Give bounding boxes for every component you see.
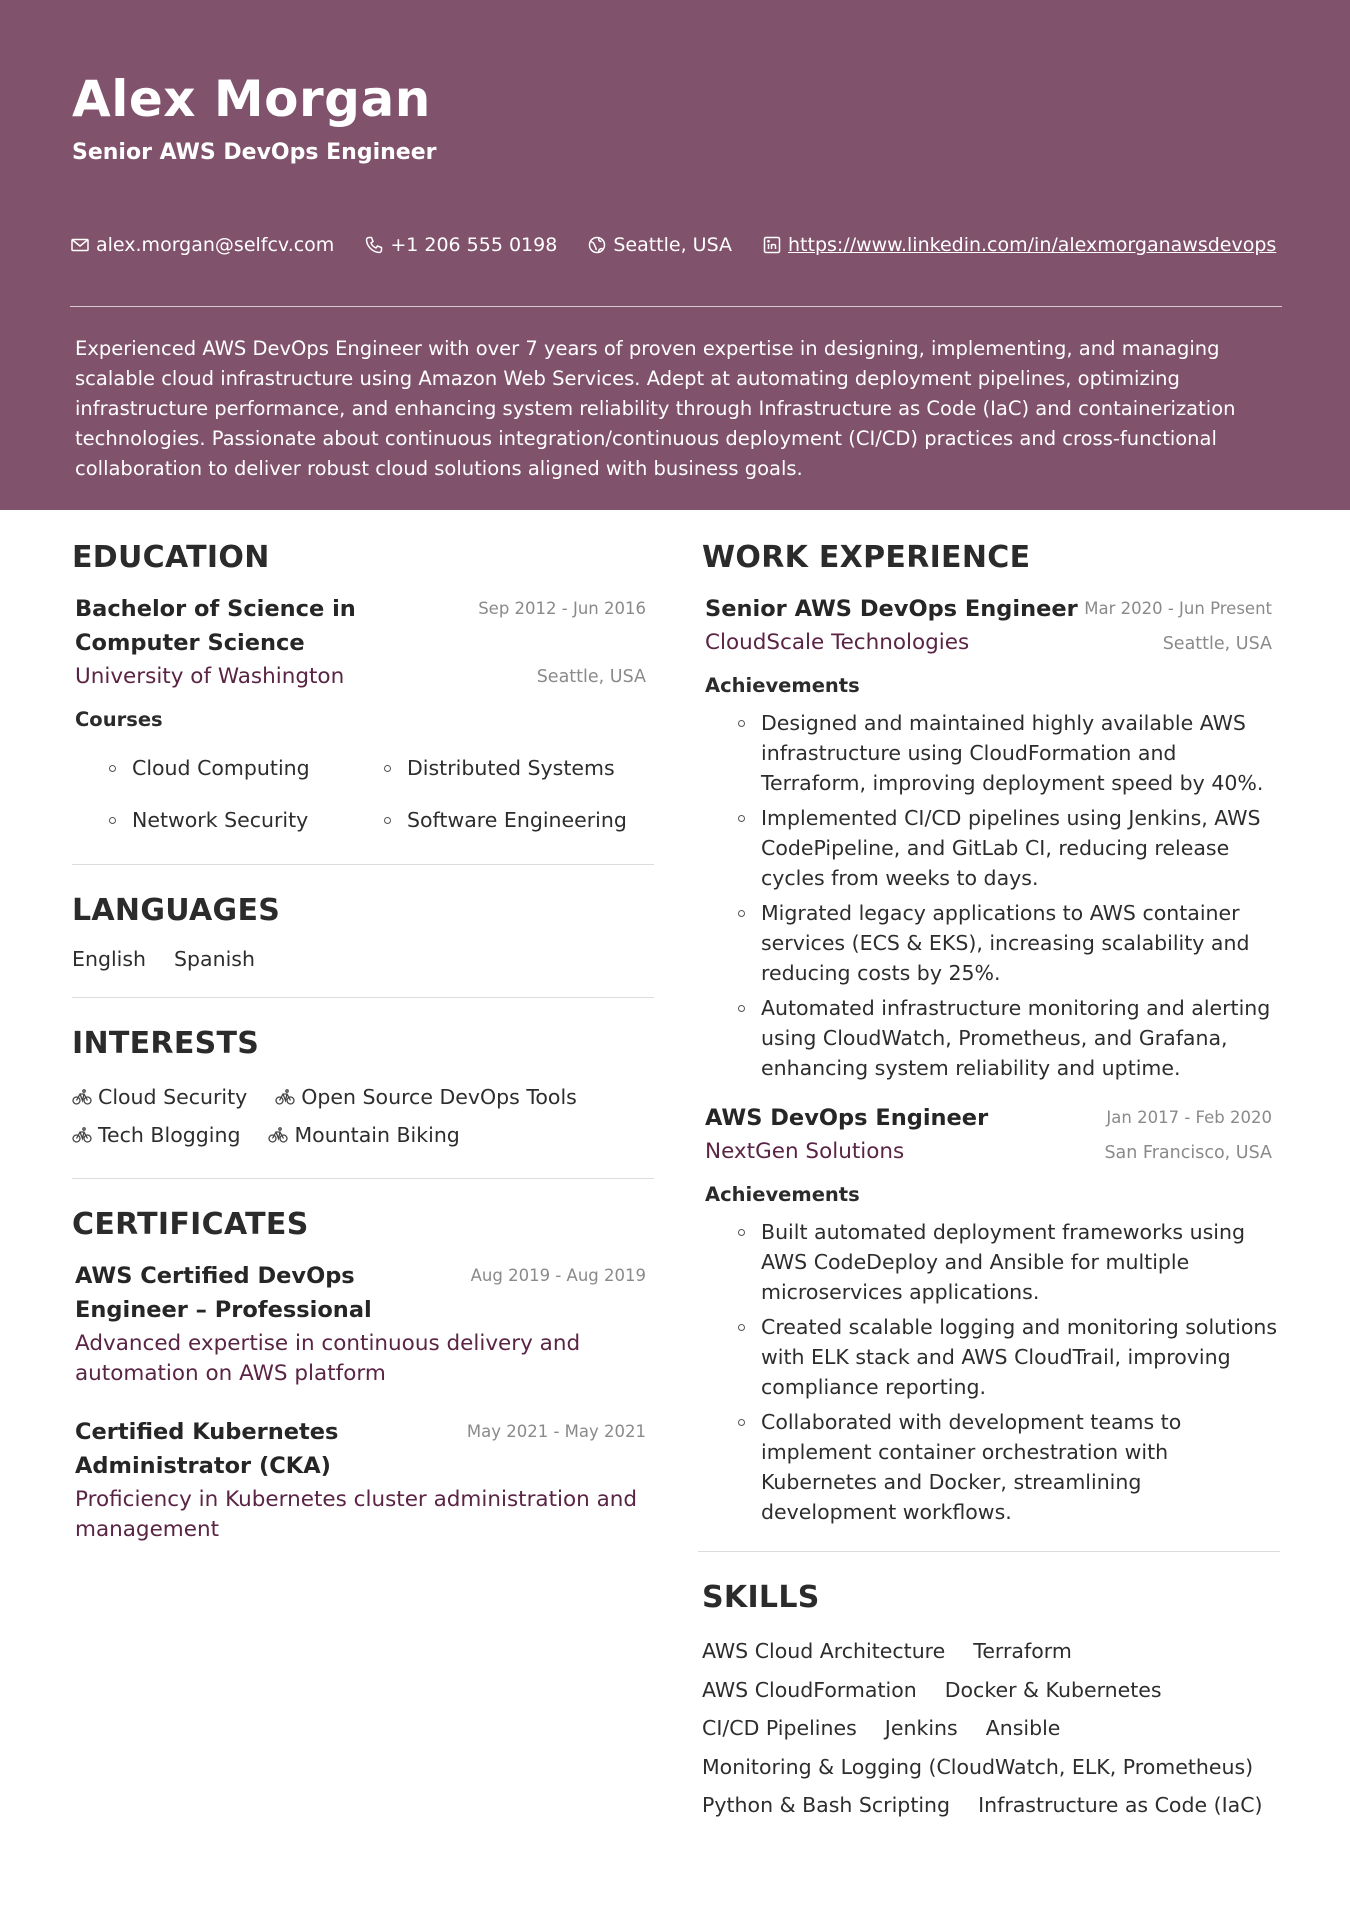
phone-text: +1 206 555 0198 xyxy=(390,234,558,256)
education-dates: Sep 2012 - Jun 2016 xyxy=(478,599,646,618)
job-title: Senior AWS DevOps Engineer xyxy=(705,596,1078,622)
achievement-item xyxy=(738,993,1280,1083)
achievements-label: Achievements xyxy=(705,674,860,697)
company-name: NextGen Solutions xyxy=(705,1139,905,1164)
section-divider xyxy=(698,1551,1280,1552)
contact-location xyxy=(587,234,732,256)
job-entry xyxy=(702,1101,1280,1527)
skills-section xyxy=(702,1580,1280,1825)
achievement-item xyxy=(738,708,1280,798)
location-text: Seattle, USA xyxy=(613,234,732,256)
certificate-title: Certified Kubernetes Administrator (CKA) xyxy=(75,1419,339,1479)
certificate-description: Proficiency in Kubernetes cluster administration and management xyxy=(75,1487,638,1542)
job-head xyxy=(702,1101,1280,1135)
school-location: Seattle, USA xyxy=(536,667,646,687)
course-label: Cloud Computing xyxy=(132,756,310,780)
skills-heading: SKILLS xyxy=(702,1580,820,1615)
interest-item xyxy=(72,1078,247,1116)
course-list xyxy=(72,742,654,846)
profile-summary: Experienced AWS DevOps Engineer with over 7 years of proven expertise in designing, implementing, and managing scalable cloud infrastructure using Amazon Web Services. Adept at automating deployment pipelines, optimizing infrastructure performance, and enhancing system reliability through Infrastructure as Code (IaC) and containerization technologies. Passionate about continuous integration/continuous deployment (CI/CD) practices and cross-functional collaboration to deliver robust cloud solutions aligned with business goals. xyxy=(75,337,1236,480)
bicycle-icon xyxy=(72,1126,92,1144)
interest-list xyxy=(72,1078,632,1154)
achievement-list xyxy=(702,1217,1280,1527)
bicycle-icon xyxy=(268,1126,288,1144)
achievement-text: Automated infrastructure monitoring and alerting using CloudWatch, Prometheus, and Grafana, enhancing system reliability and uptime. xyxy=(761,996,1271,1080)
certificate-head xyxy=(72,1415,654,1483)
bicycle-icon xyxy=(72,1088,92,1106)
skill-item: AWS Cloud Architecture xyxy=(702,1639,946,1664)
job-dates: Mar 2020 - Jun Present xyxy=(1084,599,1272,618)
achievement-item xyxy=(738,803,1280,893)
education-entry-head xyxy=(72,592,654,660)
contact-email[interactable] xyxy=(70,234,334,256)
left-column xyxy=(72,540,654,1545)
course-item xyxy=(109,794,384,846)
certificate-head xyxy=(72,1259,654,1327)
skill-item: CI/CD Pipelines xyxy=(702,1716,857,1741)
education-sub-row xyxy=(72,660,654,694)
linkedin-link[interactable]: https://www.linkedin.com/in/alexmorganawsdevops xyxy=(788,234,1277,256)
certificates-heading: CERTIFICATES xyxy=(72,1207,309,1242)
bullet-icon xyxy=(738,1324,745,1331)
school-name: University of Washington xyxy=(75,664,345,689)
resume-header xyxy=(0,0,1350,510)
candidate-name: Alex Morgan xyxy=(72,70,431,128)
courses-label: Courses xyxy=(75,708,163,731)
course-label: Distributed Systems xyxy=(407,756,615,780)
skill-item: Monitoring & Logging (CloudWatch, ELK, Prometheus) xyxy=(702,1754,1254,1779)
company-name: CloudScale Technologies xyxy=(705,630,970,655)
skill-row xyxy=(702,1709,1280,1748)
achievement-text: Implemented CI/CD pipelines using Jenkins, AWS CodePipeline, and GitLab CI, reducing release cycles from weeks to days. xyxy=(761,806,1261,890)
interests-heading: INTERESTS xyxy=(72,1026,260,1061)
course-item xyxy=(384,742,654,794)
bullet-icon xyxy=(384,765,391,772)
achievement-text: Collaborated with development teams to implement container orchestration with Kubernetes and Docker, streamlining development workflows. xyxy=(761,1410,1182,1524)
section-divider xyxy=(72,997,654,998)
bullet-icon xyxy=(384,817,391,824)
contact-linkedin[interactable] xyxy=(762,234,1276,256)
interest-label: Mountain Biking xyxy=(294,1123,460,1147)
certificate-dates: May 2021 - May 2021 xyxy=(466,1422,646,1441)
language-item: Spanish xyxy=(174,947,255,971)
job-sub-row xyxy=(702,626,1280,660)
bullet-icon xyxy=(109,817,116,824)
languages-section xyxy=(72,893,654,971)
skill-row xyxy=(702,1786,1280,1825)
job-entry xyxy=(702,592,1280,1083)
achievement-list xyxy=(702,708,1280,1083)
interest-item xyxy=(268,1116,459,1154)
certificate-entry xyxy=(72,1259,654,1389)
achievement-text: Migrated legacy applications to AWS container services (ECS & EKS), increasing scalability and reducing costs by 25%. xyxy=(761,901,1250,985)
bicycle-icon xyxy=(275,1088,295,1106)
bullet-icon xyxy=(738,1419,745,1426)
job-sub-row xyxy=(702,1135,1280,1169)
language-item: English xyxy=(72,947,147,971)
bullet-icon xyxy=(738,815,745,822)
skill-row xyxy=(702,1671,1280,1710)
header-divider xyxy=(70,306,1282,307)
skill-row xyxy=(702,1748,1280,1787)
interest-item xyxy=(72,1116,240,1154)
right-column xyxy=(702,540,1280,1825)
candidate-title: Senior AWS DevOps Engineer xyxy=(72,140,437,165)
job-head xyxy=(702,592,1280,626)
achievements-label: Achievements xyxy=(705,1183,860,1206)
job-location: Seattle, USA xyxy=(1162,634,1272,654)
skill-item: Python & Bash Scripting xyxy=(702,1793,951,1818)
certificate-dates: Aug 2019 - Aug 2019 xyxy=(470,1266,646,1285)
email-text: alex.morgan@selfcv.com xyxy=(96,234,335,256)
job-location: San Francisco, USA xyxy=(1104,1143,1272,1163)
course-item xyxy=(384,794,654,846)
interest-label: Open Source DevOps Tools xyxy=(301,1085,577,1109)
job-title: AWS DevOps Engineer xyxy=(705,1105,989,1131)
skill-item: Infrastructure as Code (IaC) xyxy=(978,1793,1263,1818)
course-label: Software Engineering xyxy=(407,808,627,832)
course-item xyxy=(109,742,384,794)
contact-phone[interactable] xyxy=(364,234,557,256)
contact-bar xyxy=(70,232,1306,258)
skill-item: AWS CloudFormation xyxy=(702,1677,917,1702)
bullet-icon xyxy=(738,1229,745,1236)
bullet-icon xyxy=(738,720,745,727)
section-divider xyxy=(72,1178,654,1179)
languages-heading: LANGUAGES xyxy=(72,893,281,928)
interest-item xyxy=(275,1078,577,1116)
certificates-section xyxy=(72,1207,654,1545)
skill-item: Ansible xyxy=(985,1716,1061,1741)
skill-item: Jenkins xyxy=(884,1716,958,1741)
globe-icon xyxy=(587,235,607,255)
achievement-item xyxy=(738,1217,1280,1307)
education-heading: EDUCATION xyxy=(72,540,270,575)
certificate-title: AWS Certified DevOps Engineer – Professional xyxy=(75,1263,372,1323)
certificate-description: Advanced expertise in continuous delivery and automation on AWS platform xyxy=(75,1331,581,1386)
skill-item: Docker & Kubernetes xyxy=(944,1677,1162,1702)
interest-label: Cloud Security xyxy=(98,1085,248,1109)
envelope-icon xyxy=(70,235,90,255)
work-heading: WORK EXPERIENCE xyxy=(702,540,1031,575)
section-divider xyxy=(72,864,654,865)
bullet-icon xyxy=(109,765,116,772)
course-label: Network Security xyxy=(132,808,309,832)
job-dates: Jan 2017 - Feb 2020 xyxy=(1106,1108,1272,1127)
achievement-text: Built automated deployment frameworks using AWS CodeDeploy and Ansible for multiple microservices applications. xyxy=(761,1220,1245,1304)
education-section xyxy=(72,540,654,846)
interest-label: Tech Blogging xyxy=(98,1123,241,1147)
bullet-icon xyxy=(738,910,745,917)
achievement-item xyxy=(738,898,1280,988)
skill-item: Terraform xyxy=(973,1639,1072,1664)
interests-section xyxy=(72,1026,654,1154)
achievement-text: Designed and maintained highly available AWS infrastructure using CloudFormation and Terraform, improving deployment speed by 40%. xyxy=(761,711,1264,795)
skill-row xyxy=(702,1632,1280,1671)
linkedin-icon xyxy=(762,235,782,255)
phone-icon xyxy=(364,235,384,255)
language-list xyxy=(72,945,654,971)
achievement-item xyxy=(738,1407,1280,1527)
work-experience-section xyxy=(702,540,1280,1527)
bullet-icon xyxy=(738,1005,745,1012)
achievement-text: Created scalable logging and monitoring solutions with ELK stack and AWS CloudTrail, improving compliance reporting. xyxy=(761,1315,1278,1399)
certificate-entry xyxy=(72,1415,654,1545)
achievement-item xyxy=(738,1312,1280,1402)
degree-title: Bachelor of Science in Computer Science xyxy=(75,596,356,656)
